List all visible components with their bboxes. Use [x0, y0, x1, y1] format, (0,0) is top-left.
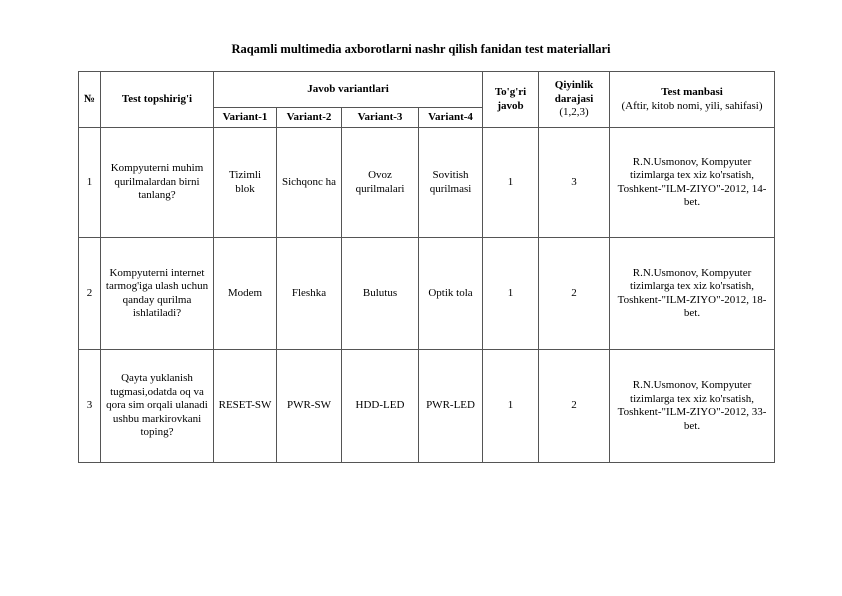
table-row	[79, 238, 775, 350]
test-table	[78, 71, 775, 463]
header-difficulty-note: (1,2,3)	[559, 106, 589, 119]
cell-source: R.N.Usmonov, Kompyuter tizimlarga tex xiz ko'rsatish, Toshkent-"ILM-ZIYO"-2012, 33-bet.	[610, 350, 775, 463]
header-correct: To'g'ri javob	[483, 72, 539, 128]
cell-variant-4: PWR-LED	[419, 350, 483, 463]
cell-num: 1	[79, 128, 101, 238]
cell-variant-1: Tizimli blok	[214, 128, 277, 238]
header-variant-1: Variant-1	[214, 108, 277, 128]
header-source	[610, 72, 775, 128]
header-variant-3: Variant-3	[342, 108, 419, 128]
header-task: Test topshirig'i	[101, 72, 214, 128]
cell-variant-4: Sovitish qurilmasi	[419, 128, 483, 238]
cell-difficulty: 3	[539, 128, 610, 238]
cell-correct: 1	[483, 238, 539, 350]
cell-difficulty: 2	[539, 238, 610, 350]
cell-variant-3: Bulutus	[342, 238, 419, 350]
cell-num: 3	[79, 350, 101, 463]
cell-task: Kompyuterni muhim qurilmalardan birni tanlang?	[101, 128, 214, 238]
cell-correct: 1	[483, 350, 539, 463]
cell-variant-1: Modem	[214, 238, 277, 350]
cell-variant-2: Sichqonc ha	[277, 128, 342, 238]
header-num: №	[79, 72, 101, 128]
cell-source: R.N.Usmonov, Kompyuter tizimlarga tex xiz ko'rsatish, Toshkent-"ILM-ZIYO"-2012, 18-bet.	[610, 238, 775, 350]
cell-variant-3: Ovoz qurilmalari	[342, 128, 419, 238]
cell-source: R.N.Usmonov, Kompyuter tizimlarga tex xiz ko'rsatish, Toshkent-"ILM-ZIYO"-2012, 14-bet.	[610, 128, 775, 238]
cell-variant-2: PWR-SW	[277, 350, 342, 463]
cell-variant-4: Optik tola	[419, 238, 483, 350]
header-difficulty-label: Qiyinlik darajasi	[554, 79, 594, 105]
cell-task: Kompyuterni internet tarmog'iga ulash uchun qanday qurilma ishlatiladi?	[101, 238, 214, 350]
header-variant-2: Variant-2	[277, 108, 342, 128]
page-title: Raqamli multimedia axborotlarni nashr qilish fanidan test materiallari	[231, 42, 611, 56]
cell-num: 2	[79, 238, 101, 350]
table-row	[79, 350, 775, 463]
table-row	[79, 128, 775, 238]
cell-correct: 1	[483, 128, 539, 238]
cell-variant-2: Fleshka	[277, 238, 342, 350]
header-source-label: Test manbasi	[661, 86, 723, 98]
header-variant-4: Variant-4	[419, 108, 483, 128]
cell-variant-3: HDD-LED	[342, 350, 419, 463]
cell-task: Qayta yuklanish tugmasi,odatda oq va qora sim orqali ulanadi ushbu markirovkani toping?	[101, 350, 214, 463]
cell-difficulty: 2	[539, 350, 610, 463]
header-difficulty	[539, 72, 610, 128]
header-variants-group: Javob variantlari	[214, 72, 483, 108]
cell-variant-1: RESET-SW	[214, 350, 277, 463]
header-source-note: (Aftir, kitob nomi, yili, sahifasi)	[621, 99, 763, 112]
